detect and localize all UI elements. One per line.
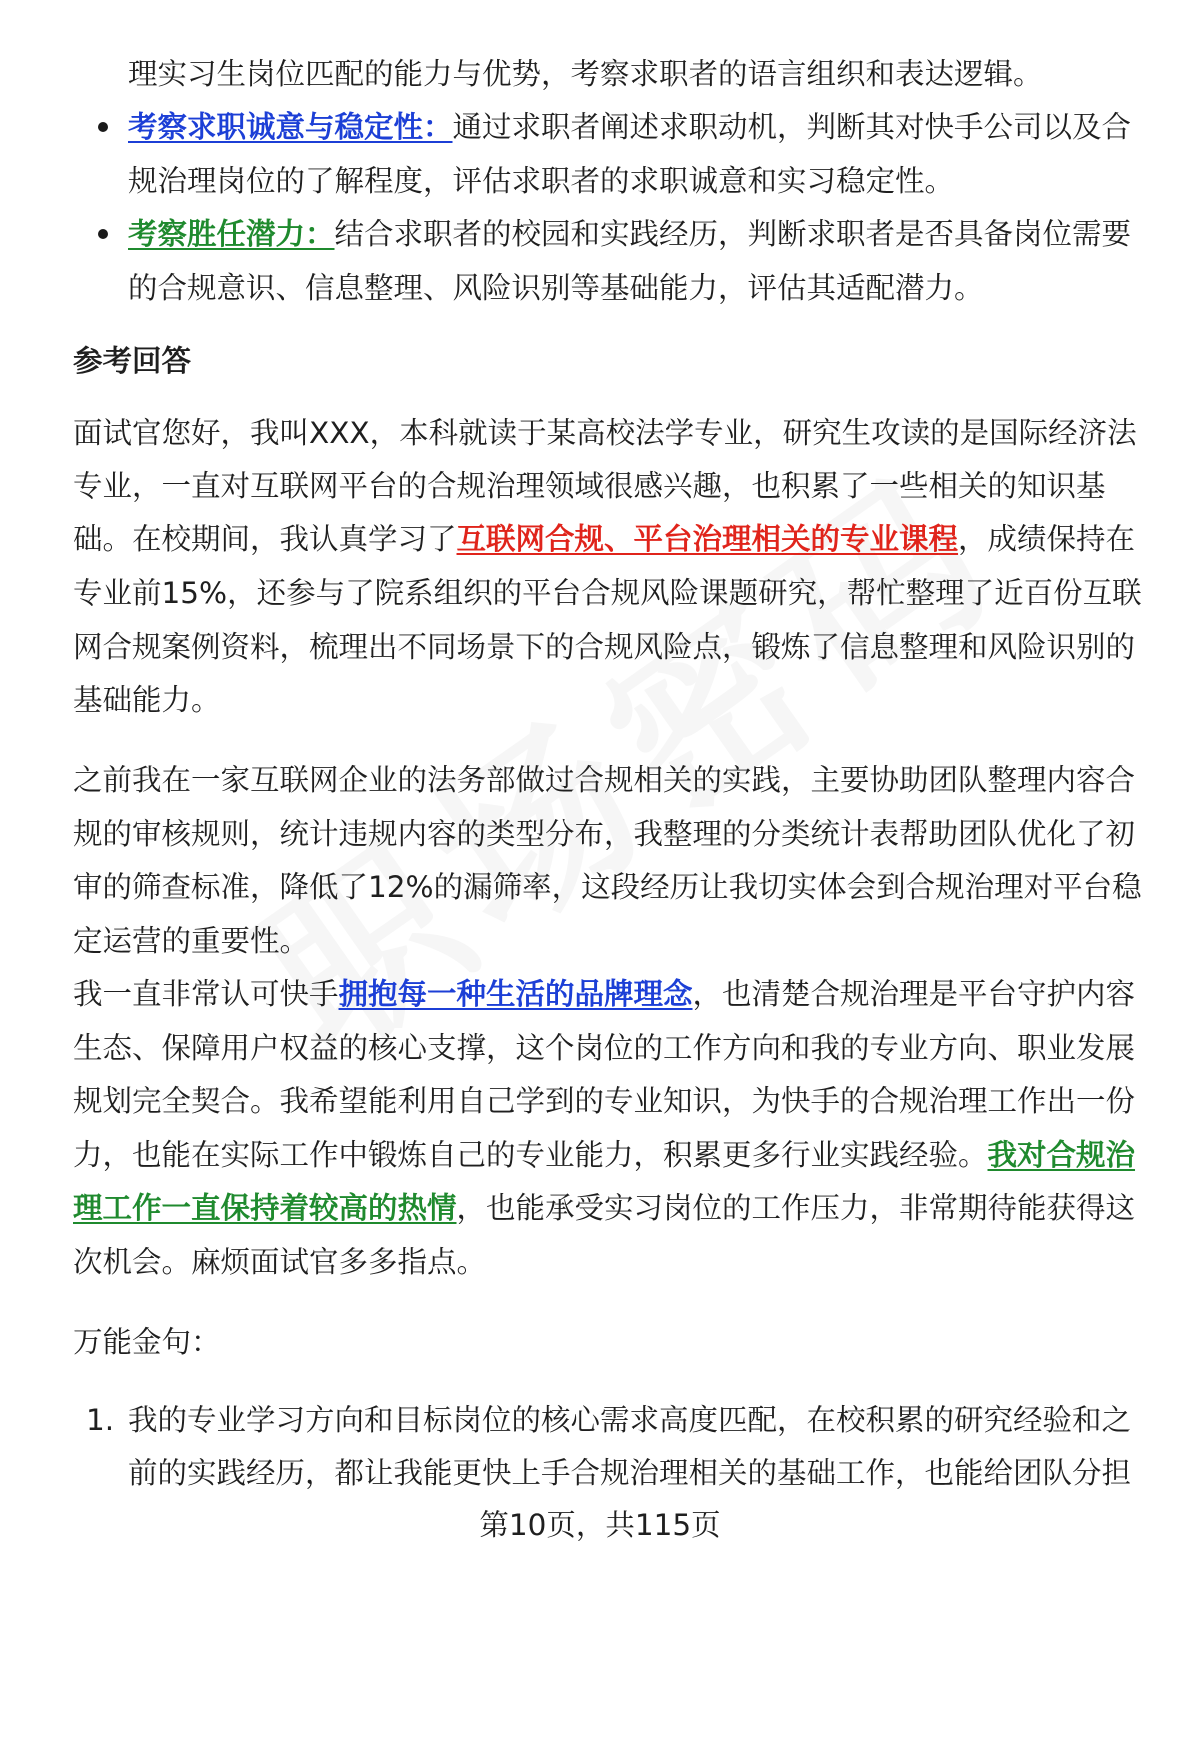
bullet-highlight: 考察求职诚意与稳定性： [128,110,453,144]
text-span: ，也能承受实习岗位的工作压力，非常期待能获得这 [456,1191,1136,1225]
bullet-item-potential [128,214,1131,254]
paragraph-line [73,974,1135,1014]
list-number: 1. [86,1403,115,1437]
paragraph-line: 定运营的重要性。 [73,924,310,958]
highlight-passion: 我对合规治 [987,1138,1136,1172]
paragraph-line: 次机会。麻烦面试官多多指点。 [73,1245,487,1279]
text-span: 我一直非常认可快手 [73,977,339,1011]
paragraph-line [73,1188,1135,1228]
highlight-passion: 理工作一直保持着较高的热情 [73,1191,457,1225]
paragraph-line: 之前我在一家互联网企业的法务部做过合规相关的实践，主要协助团队整理内容合 [73,763,1136,797]
text-span: ，也清楚合规治理是平台守护内容 [692,977,1136,1011]
highlight-courses: 互联网合规、平台治理相关的专业课程 [456,522,959,556]
paragraph-line: 面试官您好，我叫XXX，本科就读于某高校法学专业，研究生攻读的是国际经济法 [73,416,1137,450]
text-span: 础。在校期间，我认真学习了 [73,522,457,556]
bullet-text: 通过求职者阐述求职动机，判断其对快手公司以及合 [452,110,1132,144]
bullet-item-sincerity [128,107,1131,147]
paragraph-line: 审的筛查标准，降低了12%的漏筛率，这段经历让我切实体会到合规治理对平台稳 [73,870,1142,904]
highlight-brand-concept: 拥抱每一种生活的品牌理念 [338,977,693,1011]
bullet-highlight: 考察胜任潜力： [128,217,335,251]
bullet-dot [98,229,108,239]
bullet-text: 规治理岗位的了解程度，评估求职者的求职诚意和实习稳定性。 [128,164,955,198]
paragraph-line: 基础能力。 [73,683,221,717]
section-heading: 参考回答 [73,344,192,378]
paragraph-line: 生态、保障用户权益的核心支撑，这个岗位的工作方向和我的专业方向、职业发展 [73,1031,1136,1065]
paragraph-line: 专业，一直对互联网平台的合规治理领域很感兴趣，也积累了一些相关的知识基 [73,469,1106,503]
list-item-line: 前的实践经历，都让我能更快上手合规治理相关的基础工作，也能给团队分担 [128,1456,1132,1490]
paragraph-line: 规划完全契合。我希望能利用自己学到的专业知识，为快手的合规治理工作出一份 [73,1084,1136,1118]
intro-continuation: 理实习生岗位匹配的能力与优势，考察求职者的语言组织和表达逻辑。 [128,57,1043,91]
page-footer: 第10页，共115页 [479,1508,721,1542]
golden-sentences-label: 万能金句： [73,1325,221,1359]
paragraph-line: 网合规案例资料，梳理出不同场景下的合规风险点，锻炼了信息整理和风险识别的 [73,630,1136,664]
paragraph-line [73,519,1135,559]
paragraph-line: 专业前15%，还参与了院系组织的平台合规风险课题研究，帮忙整理了近百份互联 [73,576,1142,610]
paragraph-line [73,1135,1135,1175]
bullet-text: 的合规意识、信息整理、风险识别等基础能力，评估其适配潜力。 [128,271,984,305]
text-span: ，成绩保持在 [958,522,1136,556]
bullet-dot [98,122,108,132]
paragraph-line: 规的审核规则，统计违规内容的类型分布，我整理的分类统计表帮助团队优化了初 [73,817,1136,851]
text-span: 力，也能在实际工作中锻炼自己的专业能力，积累更多行业实践经验。 [73,1138,988,1172]
bullet-text: 结合求职者的校园和实践经历，判断求职者是否具备岗位需要 [334,217,1132,251]
list-item-line: 我的专业学习方向和目标岗位的核心需求高度匹配，在校积累的研究经验和之 [128,1403,1132,1437]
